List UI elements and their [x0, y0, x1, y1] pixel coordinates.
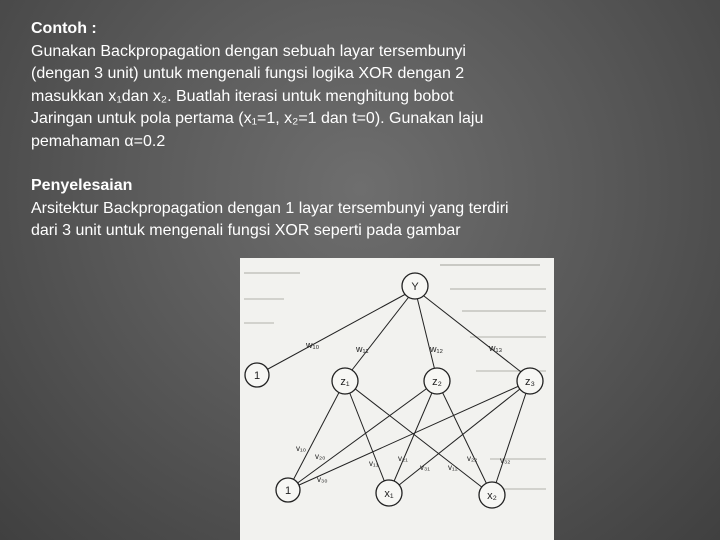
problem-line: Gunakan Backpropagation dengan sebuah layar tersembunyi — [31, 42, 466, 60]
output-node — [402, 273, 428, 299]
edge-w11 — [345, 289, 415, 379]
solution-line: Arsitektur Backpropagation dengan 1 layar tersembunyi yang terdiri — [31, 199, 509, 217]
weight-label: v₂₀ — [315, 452, 326, 461]
example-heading: Contoh : — [31, 20, 97, 37]
hidden-node-label: z₁ — [340, 376, 350, 388]
output-weight-labels — [305, 340, 503, 354]
input-node-x1 — [376, 480, 402, 506]
input-node-x2 — [479, 482, 505, 508]
input-bias-node — [276, 478, 300, 502]
input-node-label: x₂ — [487, 490, 497, 502]
problem-line: pemahaman α=0.2 — [31, 132, 166, 150]
edge-v21 — [389, 381, 437, 493]
problem-line: Jaringan untuk pola pertama (x₁=1, x₂=1 dan t=0). Gunakan laju — [31, 110, 484, 127]
weight-label: w₁₀ — [306, 340, 320, 350]
weight-label: v₃₁ — [420, 463, 430, 472]
hidden-node-z1 — [332, 368, 358, 394]
weight-label: v₃₂ — [500, 456, 511, 465]
hidden-node-z2 — [424, 368, 450, 394]
weight-label: v₁₁ — [369, 459, 379, 468]
weight-label: w₁₃ — [489, 343, 503, 353]
solution-heading: Penyelesaian — [31, 177, 133, 194]
edge-v31 — [389, 381, 530, 493]
weight-label: v₃₀ — [317, 475, 328, 484]
edge-w10 — [257, 289, 415, 375]
hidden-bias-label: 1 — [253, 370, 261, 382]
network-diagram — [240, 258, 554, 540]
problem-line: masukkan x₁dan x₂. Buatlah iterasi untuk menghitung bobot — [31, 87, 454, 105]
hidden-node-label: z₃ — [525, 376, 535, 388]
weight-label: w₁₁ — [356, 344, 369, 354]
edge-w13 — [415, 289, 530, 379]
hidden-node-label: z₂ — [432, 376, 442, 388]
problem-line: (dengan 3 unit) untuk mengenali fungsi logika XOR dengan 2 — [31, 65, 465, 82]
hidden-bias-node — [245, 363, 269, 387]
output-edges — [257, 289, 530, 379]
weight-label: v₁₂ — [448, 463, 458, 472]
edge-w12 — [415, 289, 437, 379]
hidden-node-z3 — [517, 368, 543, 394]
edge-v22 — [437, 381, 492, 495]
edge-v32 — [492, 381, 530, 495]
input-bias-label: 1 — [284, 485, 292, 497]
edge-v30 — [288, 381, 530, 490]
slide-text — [31, 18, 701, 243]
hidden-weight-labels — [296, 444, 510, 484]
weight-label: v₂₁ — [398, 454, 408, 463]
output-node-label: Y — [411, 281, 419, 293]
weight-label: v₂₂ — [467, 454, 478, 463]
weight-label: w₁₂ — [430, 344, 444, 354]
solution-line: dari 3 unit untuk mengenali fungsi XOR seperti pada gambar — [31, 222, 461, 239]
input-node-label: x₁ — [384, 488, 394, 500]
weight-label: v₁₀ — [296, 444, 307, 453]
network-diagram-image — [240, 258, 554, 540]
edge-v10 — [288, 381, 345, 490]
